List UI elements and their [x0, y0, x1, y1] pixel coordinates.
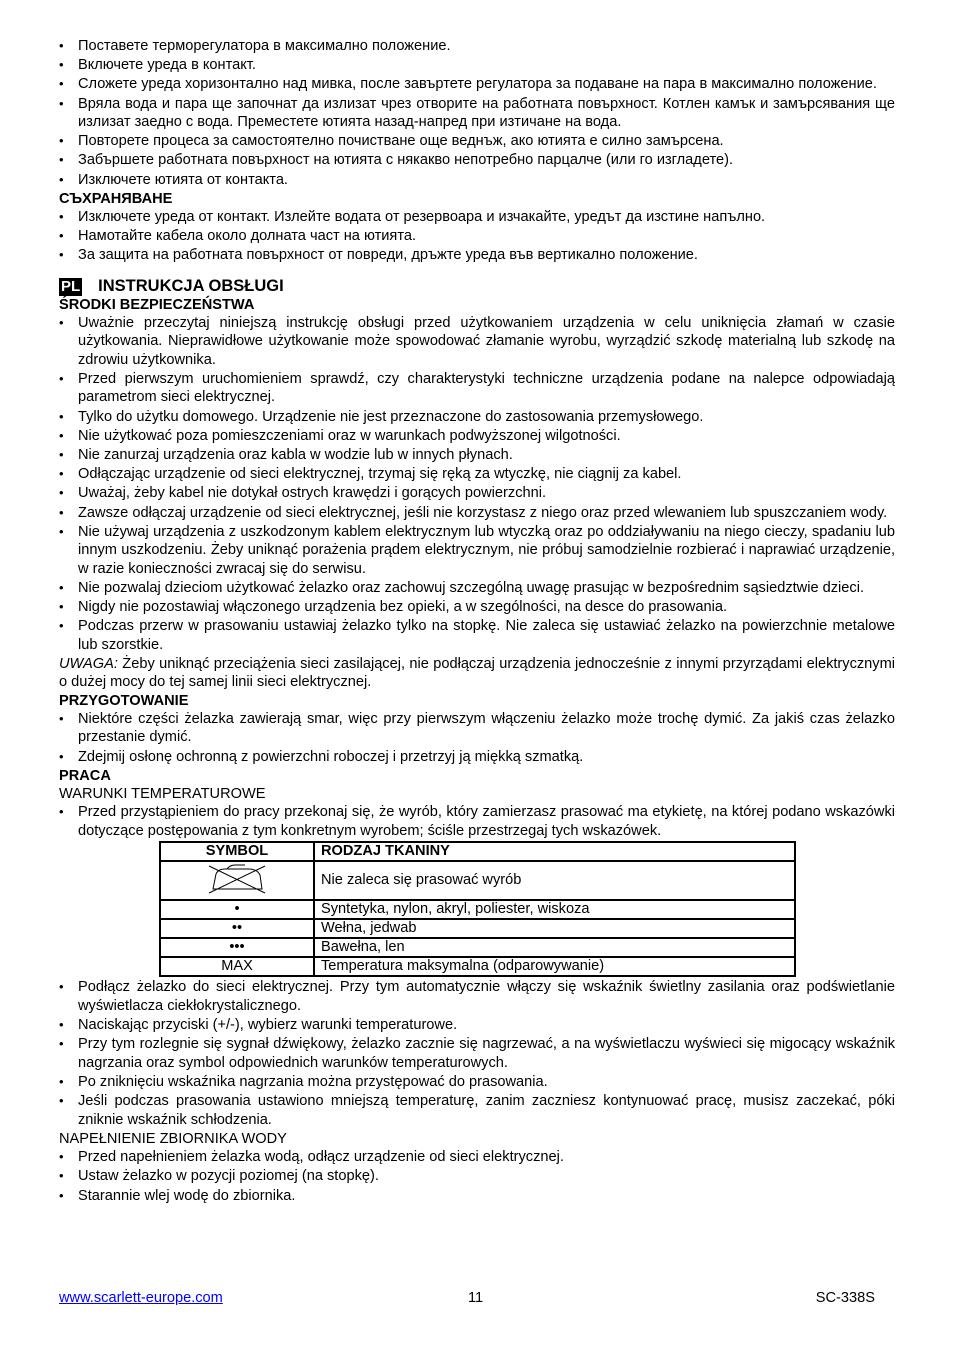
symbol-table: [159, 841, 796, 977]
list-item: • Изключете уреда от контакт. Излейте водата от резервоара и изчакайте, уредът да изстине напълно.: [59, 208, 895, 227]
list-item: • Nigdy nie pozostawiaj włączonego urządzenia bez opieki, a w szególności, na desce do prasowania.: [59, 598, 895, 617]
symbol-cell: •: [160, 900, 314, 919]
bg-storage-heading: СЪХРАНЯВАНЕ: [59, 190, 173, 207]
warning-paragraph: [59, 655, 895, 692]
table-row: [160, 900, 795, 919]
list-item: • Nie użytkować poza pomieszczeniami oraz w warunkach podwyższonej wilgotności.: [59, 427, 895, 446]
safety-list: [59, 314, 895, 655]
fabric-cell: Syntetyka, nylon, akryl, poliester, wiskoza: [314, 900, 795, 919]
symbol-cell: •••: [160, 938, 314, 957]
warning-text: Żeby uniknąć przeciążenia sieci zasilającej, nie podłączaj urządzenia jednocześnie z innymi przyrządami elektrycznymi o dużej mocy do tej samej linii sieci elektrycznej.: [59, 655, 895, 691]
fabric-cell: Nie zaleca się prasować wyrób: [314, 861, 795, 900]
symbol-cell: ••: [160, 919, 314, 938]
model-number: SC-338S: [815, 1290, 875, 1306]
list-item: • Po zniknięciu wskaźnika nagrzania można przystępować do prasowania.: [59, 1073, 895, 1092]
website-link[interactable]: www.scarlett-europe.com: [59, 1290, 223, 1306]
page-number: 11: [468, 1290, 484, 1306]
prep-heading: PRZYGOTOWANIE: [59, 692, 189, 709]
safety-heading: ŚRODKI BEZPIECZEŃSTWA: [59, 296, 255, 313]
list-item: • Zawsze odłączaj urządzenie od sieci elektrycznej, jeśli nie korzystasz z niego oraz przed wlewaniem lub spuszczaniem wody.: [59, 504, 895, 523]
no-iron-icon: [205, 862, 269, 894]
list-item: • Изключете ютията от контакта.: [59, 171, 895, 190]
temp-list: [59, 803, 895, 840]
list-item: • Nie używaj urządzenia z uszkodzonym kablem elektrycznym lub wtyczką oraz po oddziaływaniu na niego cieczy, spadaniu lub innym uszkodzeniu. Żeby uniknąć porażenia prądem elektrycznym, nie próbuj samodzielnie rozbierać i naprawiać urządzenie, w razie konieczności zwracaj się do serwisu.: [59, 523, 895, 579]
bg-storage-list: [59, 208, 895, 265]
list-item: • Zdejmij osłonę ochronną z powierzchni roboczej i przetrzyj ją miękką szmatką.: [59, 748, 895, 767]
col-fabric-header: RODZAJ TKANINY: [314, 842, 795, 861]
list-item: • Przed przystąpieniem do pracy przekonaj się, że wyrób, który zamierzasz prasować ma etykietę, na której podano wskazówki dotyczące postępowania z tym konkretnym wyrobem; ściśle przestrzegaj tych wskazówek.: [59, 803, 895, 840]
pl-section-title: [59, 278, 895, 296]
water-subheading: NAPEŁNIENIE ZBIORNIKA WODY: [59, 1130, 287, 1147]
list-item: • Przed pierwszym uruchomieniem sprawdź, czy charakterystyki techniczne urządzenia podane na nalepce odpowiadają parametrom sieci elektrycznej.: [59, 370, 895, 407]
table-row: [160, 957, 795, 976]
list-item: • Включете уреда в контакт.: [59, 56, 895, 75]
fabric-cell: Temperatura maksymalna (odparowywanie): [314, 957, 795, 976]
list-item: • Вряла вода и пара ще започнат да излизат чрез отворите на работната повърхност. Котлен камък и замърсявания ще излизат заедно с вода. Преместете ютията назад-напред при изтичане на вода.: [59, 95, 895, 132]
table-row: [160, 938, 795, 957]
bg-cleaning-list: [59, 37, 895, 189]
list-item: • Uważnie przeczytaj niniejszą instrukcję obsługi przed użytkowaniem urządzenia w celu uniknięcia złamań w czasie użytkowania. Nieprawidłowe użytkowanie może spowodować złamanie wyrobu, wyrządzić szkodę materialną lub szkodę na zdrowiu użytkownika.: [59, 314, 895, 370]
list-item: • Uważaj, żeby kabel nie dotykał ostrych krawędzi i gorących powierzchni.: [59, 484, 895, 503]
list-item: • Naciskając przyciski (+/-), wybierz warunki temperaturowe.: [59, 1016, 895, 1035]
temp-steps-list: [59, 978, 895, 1129]
list-item: • Намотайте кабела около долната част на ютията.: [59, 227, 895, 246]
document-page: [59, 37, 895, 1206]
list-item: • Повторете процеса за самостоятелно почистване още веднъж, ако ютията е силно замърсена.: [59, 132, 895, 151]
list-item: • Ustaw żelazko w pozycji poziomej (na stopkę).: [59, 1167, 895, 1186]
symbol-cell: [160, 861, 314, 900]
list-item: • Przed napełnieniem żelazka wodą, odłącz urządzenie od sieci elektrycznej.: [59, 1148, 895, 1167]
language-badge: PL: [61, 277, 81, 295]
list-item: • Starannie wlej wodę do zbiornika.: [59, 1187, 895, 1206]
list-item: • Забършете работната повърхност на ютията с някакво непотребно парцалче (или го изгладете).: [59, 151, 895, 170]
pl-title: INSTRUKCJA OBSŁUGI: [98, 277, 284, 296]
list-item: • За защита на работната повърхност от повреди, дръжте уреда във вертикално положение.: [59, 246, 895, 265]
symbol-cell: MAX: [160, 957, 314, 976]
work-heading: PRACA: [59, 767, 111, 784]
list-item: • Jeśli podczas prasowania ustawiono mniejszą temperaturę, zanim zaczniesz kontynuować pracę, musisz zaczekać, póki zniknie wskaźnik schłodzenia.: [59, 1092, 895, 1129]
list-item: • Сложете уреда хоризонтално над мивка, после завъртете регулатора за подаване на пара в максимално положение.: [59, 75, 895, 94]
list-item: • Podłącz żelazko do sieci elektrycznej. Przy tym automatycznie włączy się wskaźnik świetlny zasilania oraz podświetlanie wyświetlacza ciekłokrystalicznego.: [59, 978, 895, 1015]
temp-subheading: WARUNKI TEMPERATUROWE: [59, 785, 266, 802]
list-item: • Niektóre części żelazka zawierają smar, więc przy pierwszym włączeniu żelazko może trochę dymić. Za jakiś czas żelazko przestanie dymić.: [59, 710, 895, 747]
list-item: • Odłączając urządzenie od sieci elektrycznej, trzymaj się ręką za wtyczkę, nie ciągnij za kabel.: [59, 465, 895, 484]
list-item: • Przy tym rozlegnie się sygnał dźwiękowy, żelazko zacznie się nagrzewać, a na wyświetlaczu wyświeci się migocący wskaźnik nagrzania oraz symbol odpowiednich warunków temperaturowych.: [59, 1035, 895, 1072]
fabric-cell: Wełna, jedwab: [314, 919, 795, 938]
list-item: • Tylko do użytku domowego. Urządzenie nie jest przeznaczone do zastosowania przemysłowego.: [59, 408, 895, 427]
fabric-cell: Bawełna, len: [314, 938, 795, 957]
list-item: • Podczas przerw w prasowaniu ustawiaj żelazko tylko na stopkę. Nie zaleca się ustawiać żelazko na powierzchnie metalowe lub szorstkie.: [59, 617, 895, 654]
prep-list: [59, 710, 895, 766]
table-row: [160, 861, 795, 900]
water-list: [59, 1148, 895, 1205]
list-item: • Nie zanurzaj urządzenia oraz kabla w wodzie lub w innych płynach.: [59, 446, 895, 465]
table-row: [160, 919, 795, 938]
list-item: • Поставете терморегулатора в максимално положение.: [59, 37, 895, 56]
warning-label: UWAGA:: [59, 655, 118, 672]
list-item: • Nie pozwalaj dzieciom użytkować żelazko oraz zachowuj szczególną uwagę prasując w bezpośrednim sąsiedztwie dzieci.: [59, 579, 895, 598]
col-symbol-header: SYMBOL: [160, 842, 314, 861]
